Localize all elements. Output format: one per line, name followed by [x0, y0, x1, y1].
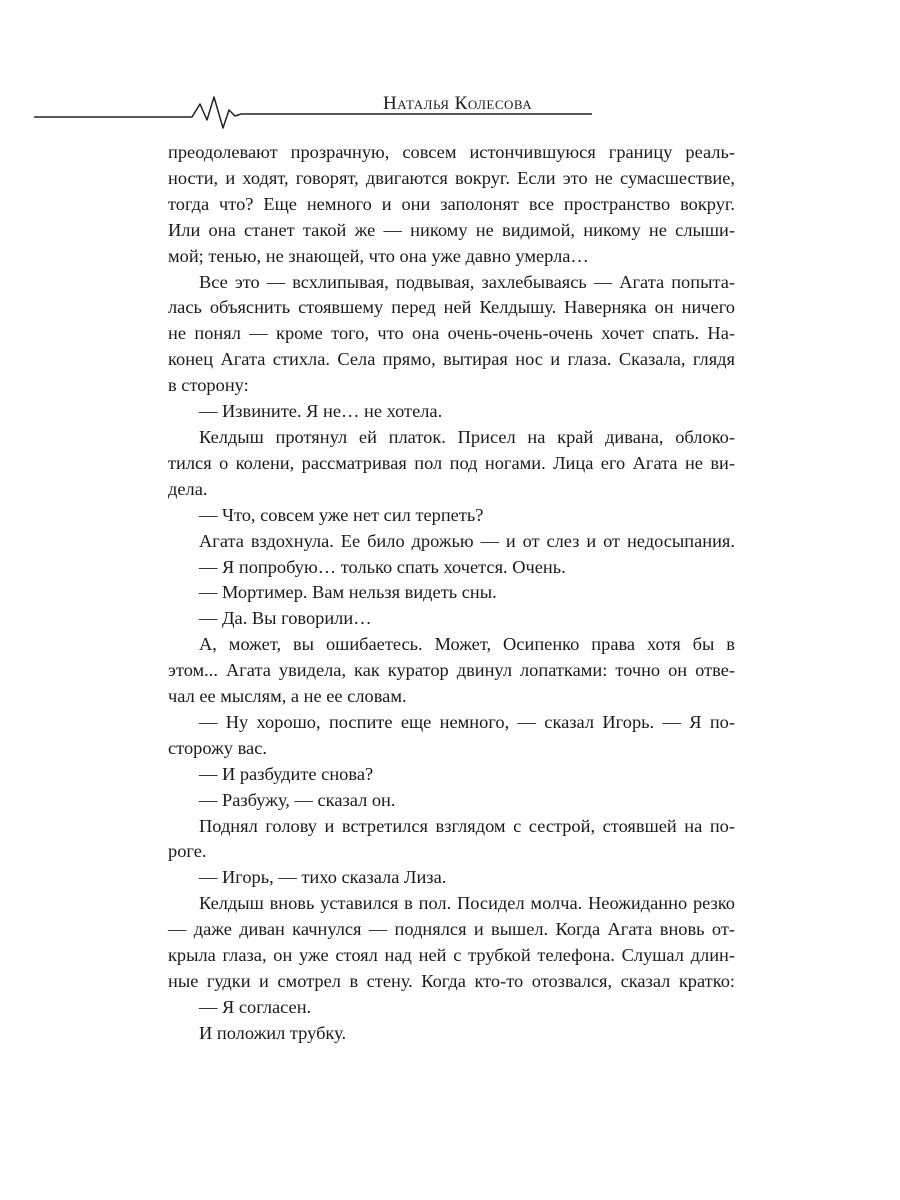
- text-line: тогда что? Еще немного и они заполонят все пространство вокруг.: [168, 193, 735, 214]
- text-line: дела.: [168, 478, 208, 499]
- text-line: Келдыш вновь уставился в пол. Посидел молча. Неожиданно резко: [199, 893, 735, 914]
- text-line: этом... Агата увидела, как куратор двинул лопатками: точно он отве-: [168, 660, 735, 681]
- text-line: крыла глаза, он уже стоял над ней с трубкой телефона. Слушал длин-: [168, 945, 735, 966]
- text-line: И положил трубку.: [199, 1022, 347, 1043]
- text-line: Все это — всхлипывая, подвывая, захлебываясь — Агата попыта-: [199, 271, 735, 292]
- running-header: [0, 0, 900, 140]
- text-line: сторожу вас.: [168, 737, 267, 758]
- text-line: — И разбудите снова?: [199, 763, 374, 784]
- text-line: — Что, совсем уже нет сил терпеть?: [199, 504, 484, 525]
- text-line: — Я согласен.: [199, 996, 312, 1017]
- text-line: тился о колени, рассматривая пол под ногами. Лица его Агата не ви-: [168, 452, 735, 473]
- text-line: — Мортимер. Вам нельзя видеть сны.: [199, 582, 497, 603]
- text-line: — Разбужу, — сказал он.: [199, 789, 396, 810]
- text-line: преодолевают прозрачную, совсем истончившуюся границу реаль-: [168, 142, 735, 162]
- text-line: Или она станет такой же — никому не видимой, никому не слыши-: [168, 219, 735, 240]
- text-line: лась объяснить стоявшему перед ней Келдышу. Наверняка он ничего: [168, 297, 735, 318]
- text-line: — Игорь, — тихо сказала Лиза.: [199, 867, 447, 888]
- text-line: конец Агата стихла. Села прямо, вытирая нос и глаза. Сказала, глядя: [168, 349, 735, 370]
- text-line: чал ее мыслям, а не ее словам.: [168, 686, 407, 707]
- text-line: роге.: [168, 841, 207, 862]
- text-line: — Да. Вы говорили…: [199, 608, 372, 629]
- heartbeat-line-icon: [0, 0, 900, 140]
- text-line: ные гудки и смотрел в стену. Когда кто-то отозвался, сказал кратко:: [168, 971, 735, 991]
- text-line: Келдыш протянул ей платок. Присел на край дивана, облоко-: [199, 426, 735, 447]
- text-line: мой; тенью, не знающей, что она уже давно умерла…: [168, 245, 589, 266]
- text-line: — Я попробую… только спать хочется. Очень.: [199, 556, 566, 577]
- text-line: не понял — кроме того, что она очень-очень-очень хочет спать. На-: [168, 323, 735, 344]
- text-line: А, может, вы ошибаетесь. Может, Осипенко права хотя бы в: [199, 634, 735, 655]
- body-text: [168, 140, 735, 1047]
- text-line: — даже диван качнулся — поднялся и вышел. Когда Агата вновь от-: [168, 919, 735, 940]
- page-header-author: Наталья Колесова: [383, 93, 533, 114]
- text-line: — Ну хорошо, поспите еще немного, — сказал Игорь. — Я по-: [199, 711, 735, 732]
- text-line: Агата вздохнула. Ее било дрожью — и от слез и от недосыпания.: [199, 530, 735, 551]
- text-line: Поднял голову и встретился взглядом с сестрой, стоявшей на по-: [199, 815, 735, 836]
- text-line: — Извините. Я не… не хотела.: [199, 401, 443, 422]
- text-line: в сторону:: [168, 375, 249, 396]
- text-line: ности, и ходят, говорят, двигаются вокруг. Если это не сумасшествие,: [168, 167, 735, 188]
